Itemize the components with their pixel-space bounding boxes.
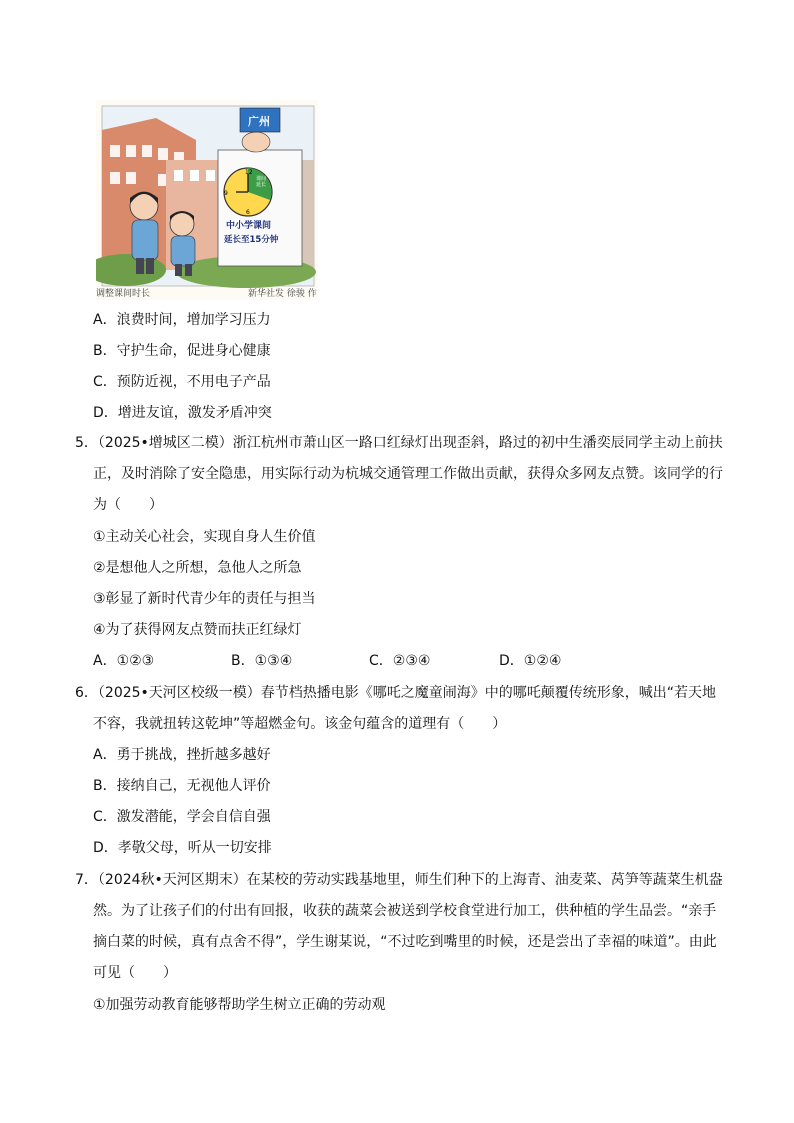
q7-item-1: ①加强劳动教育能够帮助学生树立正确的劳动观 [93, 997, 386, 1013]
q5-item-2: ②是想他人之所想，急他人之所急 [93, 560, 302, 576]
q5-option-b: B．①③④ [231, 653, 293, 669]
sign-text: 广州 [248, 115, 270, 128]
q6-option-b: B．接纳自己，无视他人评价 [93, 778, 271, 794]
q5-item-3: ③彰显了新时代青少年的责任与担当 [93, 591, 316, 607]
q4-option-a: A．浪费时间，增加学习压力 [93, 312, 271, 328]
q5-stem-line1: 5．（2025•增城区二模）浙江杭州市萧山区一路口红绿灯出现歪斜，路过的初中生潘奕辰同学主动上前扶 [75, 435, 723, 451]
q5-stem-line3: 为（ ） [93, 497, 163, 513]
q5-option-c: C．②③④ [369, 653, 431, 669]
poster [218, 150, 302, 266]
poster-line2: 延长至15分钟 [224, 235, 279, 245]
figure-caption-left: 调整课间时长 [96, 289, 151, 299]
q7-stem-line3: 摘白菜的时候，真有点舍不得”，学生谢某说，“不过吃到嘴里的时候，还是尝出了幸福的味道”。由此 [93, 934, 717, 950]
svg-text:6: 6 [246, 209, 250, 216]
q5-item-1: ①主动关心社会，实现自身人生价值 [93, 529, 316, 545]
q7-stem-line4: 可见（ ） [93, 965, 177, 981]
q4-option-d: D．增进友谊，激发矛盾冲突 [93, 405, 272, 421]
q6-option-c: C．激发潜能，学会自信自强 [93, 809, 271, 825]
q6-option-d: D．孝敬父母，听从一切安排 [93, 840, 272, 856]
q5-stem-line2: 正，及时消除了安全隐患，用实际行动为杭城交通管理工作做出贡献，获得众多网友点赞。该同学的行 [93, 466, 723, 482]
figure-caption-right: 新华社发 徐骏 作 [248, 289, 317, 299]
q4-option-c: C．预防近视，不用电子产品 [93, 374, 271, 390]
svg-text:课间: 课间 [256, 176, 267, 182]
q5-item-4: ④为了获得网友点赞而扶正红绿灯 [93, 622, 302, 638]
q6-stem-line1: 6．（2025•天河区校级一模）春节档热播电影《哪吒之魔童闹海》中的哪吒颠覆传统形象，喊出“若天地 [75, 685, 717, 701]
q6-stem-line2: 不容，我就扭转这乾坤”等超燃金句。该金句蕴含的道理有（ ） [93, 716, 507, 732]
q4-option-b: B．守护生命，促进身心健康 [93, 343, 271, 359]
q6-option-a: A．勇于挑战，挫折越多越好 [93, 747, 271, 763]
q5-option-d: D．①②④ [499, 653, 562, 669]
q5-option-a: A．①②③ [93, 653, 155, 669]
q7-stem-line2: 然。为了让孩子们的付出有回报，收获的蔬菜会被送到学校食堂进行加工，供种植的学生品尝。“亲手 [93, 903, 717, 919]
svg-text:9: 9 [224, 190, 228, 197]
svg-text:12: 12 [245, 169, 253, 176]
cartoon-illustration [96, 100, 318, 300]
svg-text:延长: 延长 [256, 182, 267, 188]
q7-stem-line1: 7．（2024秋•天河区期末）在某校的劳动实践基地里，师生们种下的上海青、油麦菜、莴笋等蔬菜生机盎 [75, 872, 723, 888]
poster-line1: 中小学课间 [226, 221, 272, 231]
